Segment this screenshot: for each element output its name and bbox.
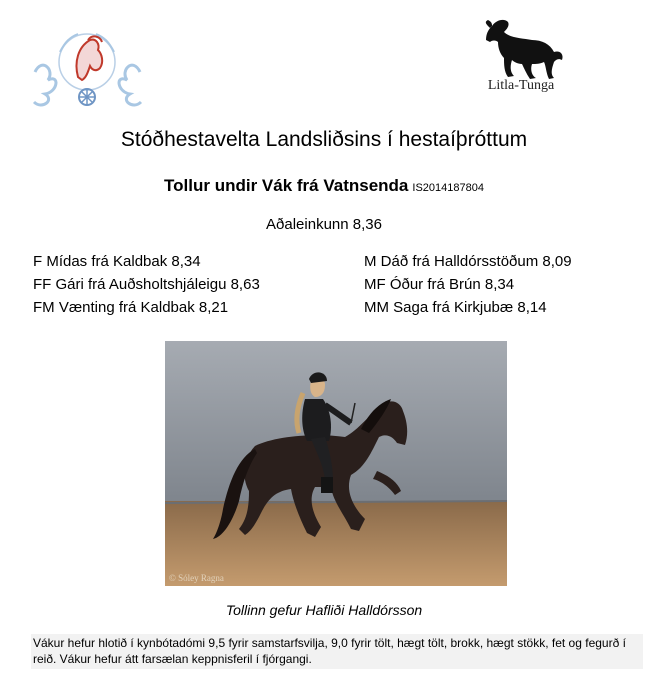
horse-name: Tollur undir Vák frá Vatnsenda (164, 176, 409, 195)
dam-pedigree (364, 250, 572, 319)
photo-credit: © Sóley Ragna (169, 573, 224, 583)
litla-tunga-logo (470, 18, 570, 103)
rider-on-horse-image (165, 341, 507, 586)
horse-photo (165, 341, 507, 586)
pedigree-line: MM Saga frá Kirkjubæ 8,14 (364, 299, 547, 316)
pedigree-line: FM Vænting frá Kaldbak 8,21 (33, 299, 229, 316)
horse-heading (0, 176, 648, 196)
brand-name: Litla-Tunga (487, 78, 555, 93)
sire-pedigree (33, 250, 260, 319)
pedigree-line: M Dáð frá Halldórsstöðum 8,09 (364, 253, 572, 270)
main-score: Aðaleinkunn 8,36 (266, 216, 382, 233)
pedigree-line: F Mídas frá Kaldbak 8,34 (33, 253, 201, 270)
pedigree-line: FF Gári frá Auðsholtshjáleigu 8,63 (33, 276, 260, 293)
federation-logo (30, 22, 145, 117)
pedigree-line: MF Óður frá Brún 8,34 (364, 276, 515, 293)
horse-seal-icon (30, 22, 145, 117)
page-title: Stóðhestavelta Landsliðsins í hestaíþróttum (120, 128, 528, 151)
description-text: Vákur hefur hlotið í kynbótadómi 9,5 fyrir samstarfsvilja, 9,0 fyrir tölt, hægt tölt, brokk, hægt stökk, fet og fegurð í reið. Vákur hefur átt farsælan keppnisferil í fjórgangi. (31, 634, 643, 669)
registration-number: IS2014187804 (412, 182, 484, 194)
photo-caption: Tollinn gefur Hafliði Halldórsson (225, 602, 423, 618)
horse-silhouette-icon (470, 18, 570, 80)
